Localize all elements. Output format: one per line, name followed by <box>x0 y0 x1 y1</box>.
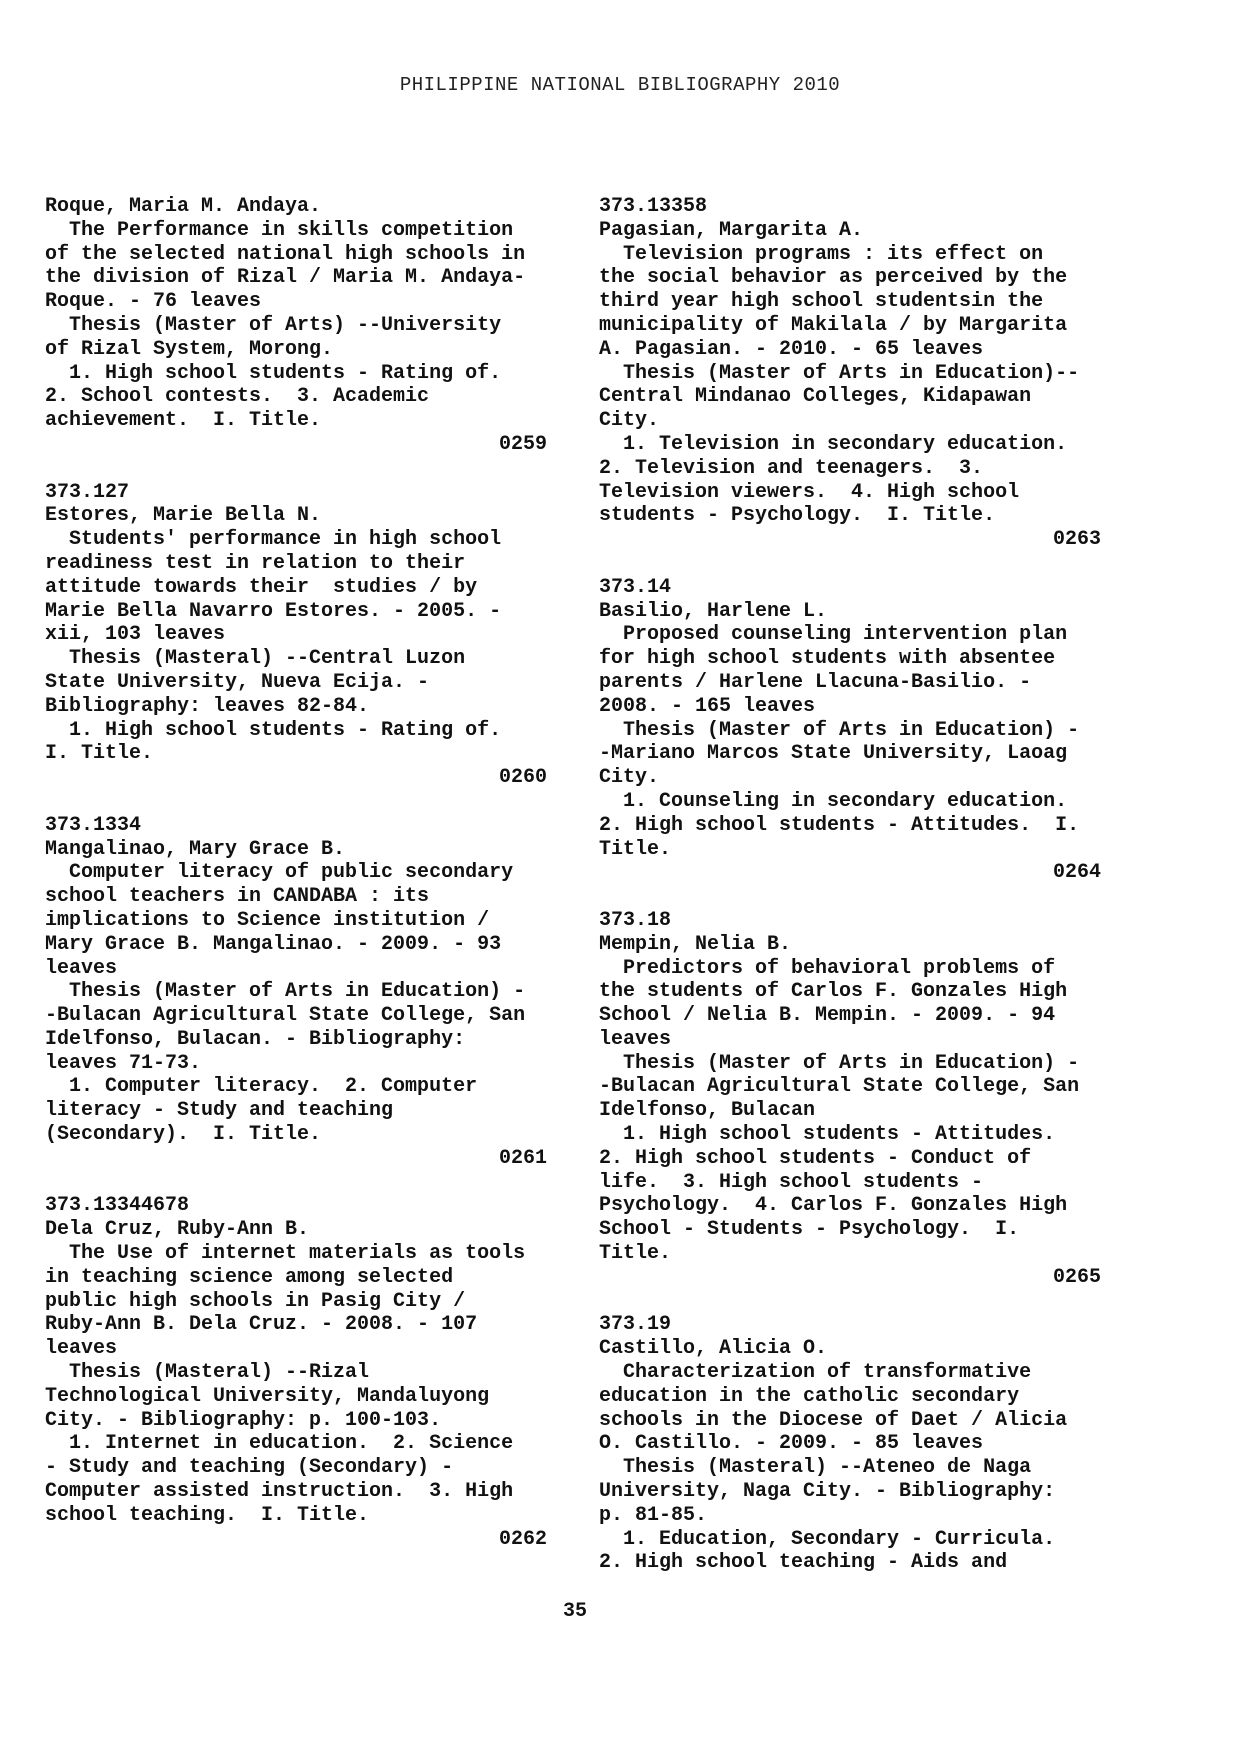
entry-text-line: O. Castillo. - 2009. - 85 leaves <box>599 1432 984 1456</box>
entry-text-line: School / Nelia B. Mempin. - 2009. - 94 <box>599 1004 1056 1028</box>
call-number: 373.13358 <box>599 195 708 218</box>
entry-text-line: -Bulacan Agricultural State College, San <box>45 1004 526 1028</box>
entry-text-line: Thesis (Masteral) --Rizal <box>45 1361 370 1385</box>
entry-text-line: Roque. - 76 leaves <box>45 290 262 314</box>
entry-text-line: Idelfonso, Bulacan <box>599 1099 816 1123</box>
entry-text-line: life. 3. High school students - <box>599 1170 984 1194</box>
call-number: 373.14 <box>599 575 672 599</box>
entry-text-line: 2. School contests. 3. Academic <box>45 385 430 409</box>
entry-text-line: Bibliography: leaves 82-84. <box>45 694 370 718</box>
entry-text-line: Television programs : its effect on <box>599 242 1044 266</box>
entry-text-line: Computer assisted instruction. 3. High <box>45 1480 514 1504</box>
entry-number: 0263 <box>1052 528 1101 552</box>
entry-text-line: 1. Television in secondary education. <box>599 432 1068 456</box>
call-number: 373.127 <box>45 480 130 504</box>
author-name: Dela Cruz, Ruby-Ann B. <box>45 1218 310 1242</box>
entry-text-line: City. <box>599 409 660 433</box>
entry-text-line: 1. Computer literacy. 2. Computer <box>45 1075 478 1099</box>
call-number: 373.1334 <box>45 813 142 837</box>
entry-text-line: 2. High school students - Conduct of <box>599 1146 1032 1170</box>
author-name: Mangalinao, Mary Grace B. <box>45 837 346 861</box>
entry-text-line: -Bulacan Agricultural State College, San <box>599 1075 1080 1099</box>
entry-text-line: 1. Internet in education. 2. Science <box>45 1432 514 1456</box>
entry-text-line: Predictors of behavioral problems of <box>599 956 1056 980</box>
author-name: Mempin, Nelia B. <box>599 932 792 956</box>
entry-text-line: xii, 103 leaves <box>45 623 226 647</box>
entry-text-line: Idelfonso, Bulacan. - Bibliography: <box>45 1027 466 1051</box>
entry-text-line: Title. <box>599 1242 672 1266</box>
entry-text-line: implications to Science institution / <box>45 908 490 932</box>
entry-text-line: The Performance in skills competition <box>45 218 514 242</box>
bibliography-entry <box>599 576 1119 885</box>
bibliography-entry <box>45 481 565 790</box>
entry-text-line: Television viewers. 4. High school <box>599 480 1020 504</box>
entry-text-line: literacy - Study and teaching <box>45 1099 394 1123</box>
entry-text-line: leaves <box>599 1027 672 1051</box>
bibliography-entry <box>599 195 1119 552</box>
call-number: 373.18 <box>599 908 672 932</box>
left-column <box>45 195 565 1575</box>
entry-text-line: attitude towards their studies / by <box>45 575 478 599</box>
author-name: Castillo, Alicia O. <box>599 1337 828 1361</box>
call-number: 373.19 <box>599 1313 672 1337</box>
entry-text-line: Thesis (Masteral) --Central Luzon <box>45 647 466 671</box>
entry-text-line: 1. High school students - Rating of. <box>45 361 502 385</box>
entry-text-line: Proposed counseling intervention plan <box>599 623 1068 647</box>
entry-text-line: p. 81-85. <box>599 1503 708 1527</box>
entry-text-line: education in the catholic secondary <box>599 1384 1020 1408</box>
entry-text-line: The Use of internet materials as tools <box>45 1242 526 1266</box>
entry-text-line: Thesis (Master of Arts) --University <box>45 313 502 337</box>
author-name: Pagasian, Margarita A. <box>599 218 864 242</box>
entry-text-line: municipality of Makilala / by Margarita <box>599 313 1068 337</box>
entry-text-line: school teachers in CANDABA : its <box>45 885 430 909</box>
entry-text-line: students - Psychology. I. Title. <box>599 504 996 528</box>
bibliography-entry <box>599 909 1119 1290</box>
entry-text-line: of the selected national high schools in <box>45 242 526 266</box>
running-header: PHILIPPINE NATIONAL BIBLIOGRAPHY 2010 <box>399 74 841 96</box>
entry-text-line: 2. High school teaching - Aids and <box>599 1551 1008 1575</box>
entry-number: 0259 <box>498 432 547 456</box>
bibliography-entry <box>599 1313 1119 1575</box>
entry-number: 0264 <box>1052 861 1101 885</box>
entry-text-line: for high school students with absentee <box>599 647 1056 671</box>
entry-text-line: Title. <box>599 837 672 861</box>
entry-number: 0262 <box>498 1527 547 1551</box>
entry-text-line: (Secondary). I. Title. <box>45 1123 322 1147</box>
entry-text-line: schools in the Diocese of Daet / Alicia <box>599 1408 1068 1432</box>
author-name: Basilio, Harlene L. <box>599 599 828 623</box>
entry-text-line: 2. High school students - Attitudes. I. <box>599 813 1080 837</box>
entry-text-line: Characterization of transformative <box>599 1361 1032 1385</box>
entry-text-line: Students' performance in high school <box>45 528 502 552</box>
entry-text-line: in teaching science among selected <box>45 1265 454 1289</box>
entry-text-line: public high schools in Pasig City / <box>45 1289 466 1313</box>
entry-text-line: the students of Carlos F. Gonzales High <box>599 980 1068 1004</box>
entry-text-line: Thesis (Master of Arts in Education)-- <box>599 361 1080 385</box>
entry-text-line: 1. High school students - Rating of. <box>45 718 502 742</box>
entry-text-line: I. Title. <box>45 742 154 766</box>
entry-text-line: parents / Harlene Llacuna-Basilio. - <box>599 670 1032 694</box>
entry-text-line: Psychology. 4. Carlos F. Gonzales High <box>599 1194 1068 1218</box>
entry-text-line: State University, Nueva Ecija. - <box>45 670 430 694</box>
entry-text-line: Thesis (Master of Arts in Education) - <box>45 980 526 1004</box>
entry-number: 0265 <box>1052 1265 1101 1289</box>
call-number: 373.13344678 <box>45 1194 190 1218</box>
entry-text-line: third year high school studentsin the <box>599 290 1044 314</box>
entry-text-line: the social behavior as perceived by the <box>599 266 1068 290</box>
author-name: Estores, Marie Bella N. <box>45 504 322 528</box>
entry-text-line: 1. High school students - Attitudes. <box>599 1123 1056 1147</box>
bibliography-entry <box>45 814 565 1171</box>
entry-text-line: readiness test in relation to their <box>45 551 466 575</box>
entry-text-line: Marie Bella Navarro Estores. - 2005. - <box>45 599 502 623</box>
entry-text-line: school teaching. I. Title. <box>45 1503 370 1527</box>
entry-text-line: 1. Education, Secondary - Curricula. <box>599 1527 1056 1551</box>
entry-text-line: the division of Rizal / Maria M. Andaya- <box>45 266 526 290</box>
bibliography-entry <box>45 195 565 457</box>
entry-number: 0260 <box>498 766 547 790</box>
bibliography-entry <box>45 1194 565 1551</box>
entry-text-line: Mary Grace B. Mangalinao. - 2009. - 93 <box>45 932 502 956</box>
entry-text-line: City. - Bibliography: p. 100-103. <box>45 1408 442 1432</box>
entry-text-line: achievement. I. Title. <box>45 409 322 433</box>
entry-text-line: School - Students - Psychology. I. <box>599 1218 1020 1242</box>
author-name: Roque, Maria M. Andaya. <box>45 195 322 218</box>
entry-text-line: A. Pagasian. - 2010. - 65 leaves <box>599 337 984 361</box>
entry-text-line: Central Mindanao Colleges, Kidapawan <box>599 385 1032 409</box>
entry-number: 0261 <box>498 1146 547 1170</box>
entry-text-line: Technological University, Mandaluyong <box>45 1384 490 1408</box>
entry-text-line: Ruby-Ann B. Dela Cruz. - 2008. - 107 <box>45 1313 478 1337</box>
entry-text-line: City. <box>599 766 660 790</box>
entry-text-line: Thesis (Master of Arts in Education) - <box>599 1051 1080 1075</box>
entry-text-line: -Mariano Marcos State University, Laoag <box>599 742 1068 766</box>
entry-text-line: Computer literacy of public secondary <box>45 861 514 885</box>
entry-text-line: 1. Counseling in secondary education. <box>599 789 1068 813</box>
right-column <box>599 195 1119 1599</box>
entry-text-line: 2. Television and teenagers. 3. <box>599 456 984 480</box>
entry-text-line: Thesis (Master of Arts in Education) - <box>599 718 1080 742</box>
page-number: 35 <box>562 1600 587 1623</box>
entry-text-line: leaves 71-73. <box>45 1051 202 1075</box>
entry-text-line: leaves <box>45 1337 118 1361</box>
entry-text-line: - Study and teaching (Secondary) - <box>45 1456 454 1480</box>
entry-text-line: 2008. - 165 leaves <box>599 694 816 718</box>
entry-text-line: leaves <box>45 956 118 980</box>
entry-text-line: Thesis (Masteral) --Ateneo de Naga <box>599 1456 1032 1480</box>
entry-text-line: of Rizal System, Morong. <box>45 337 334 361</box>
entry-text-line: University, Naga City. - Bibliography: <box>599 1480 1056 1504</box>
